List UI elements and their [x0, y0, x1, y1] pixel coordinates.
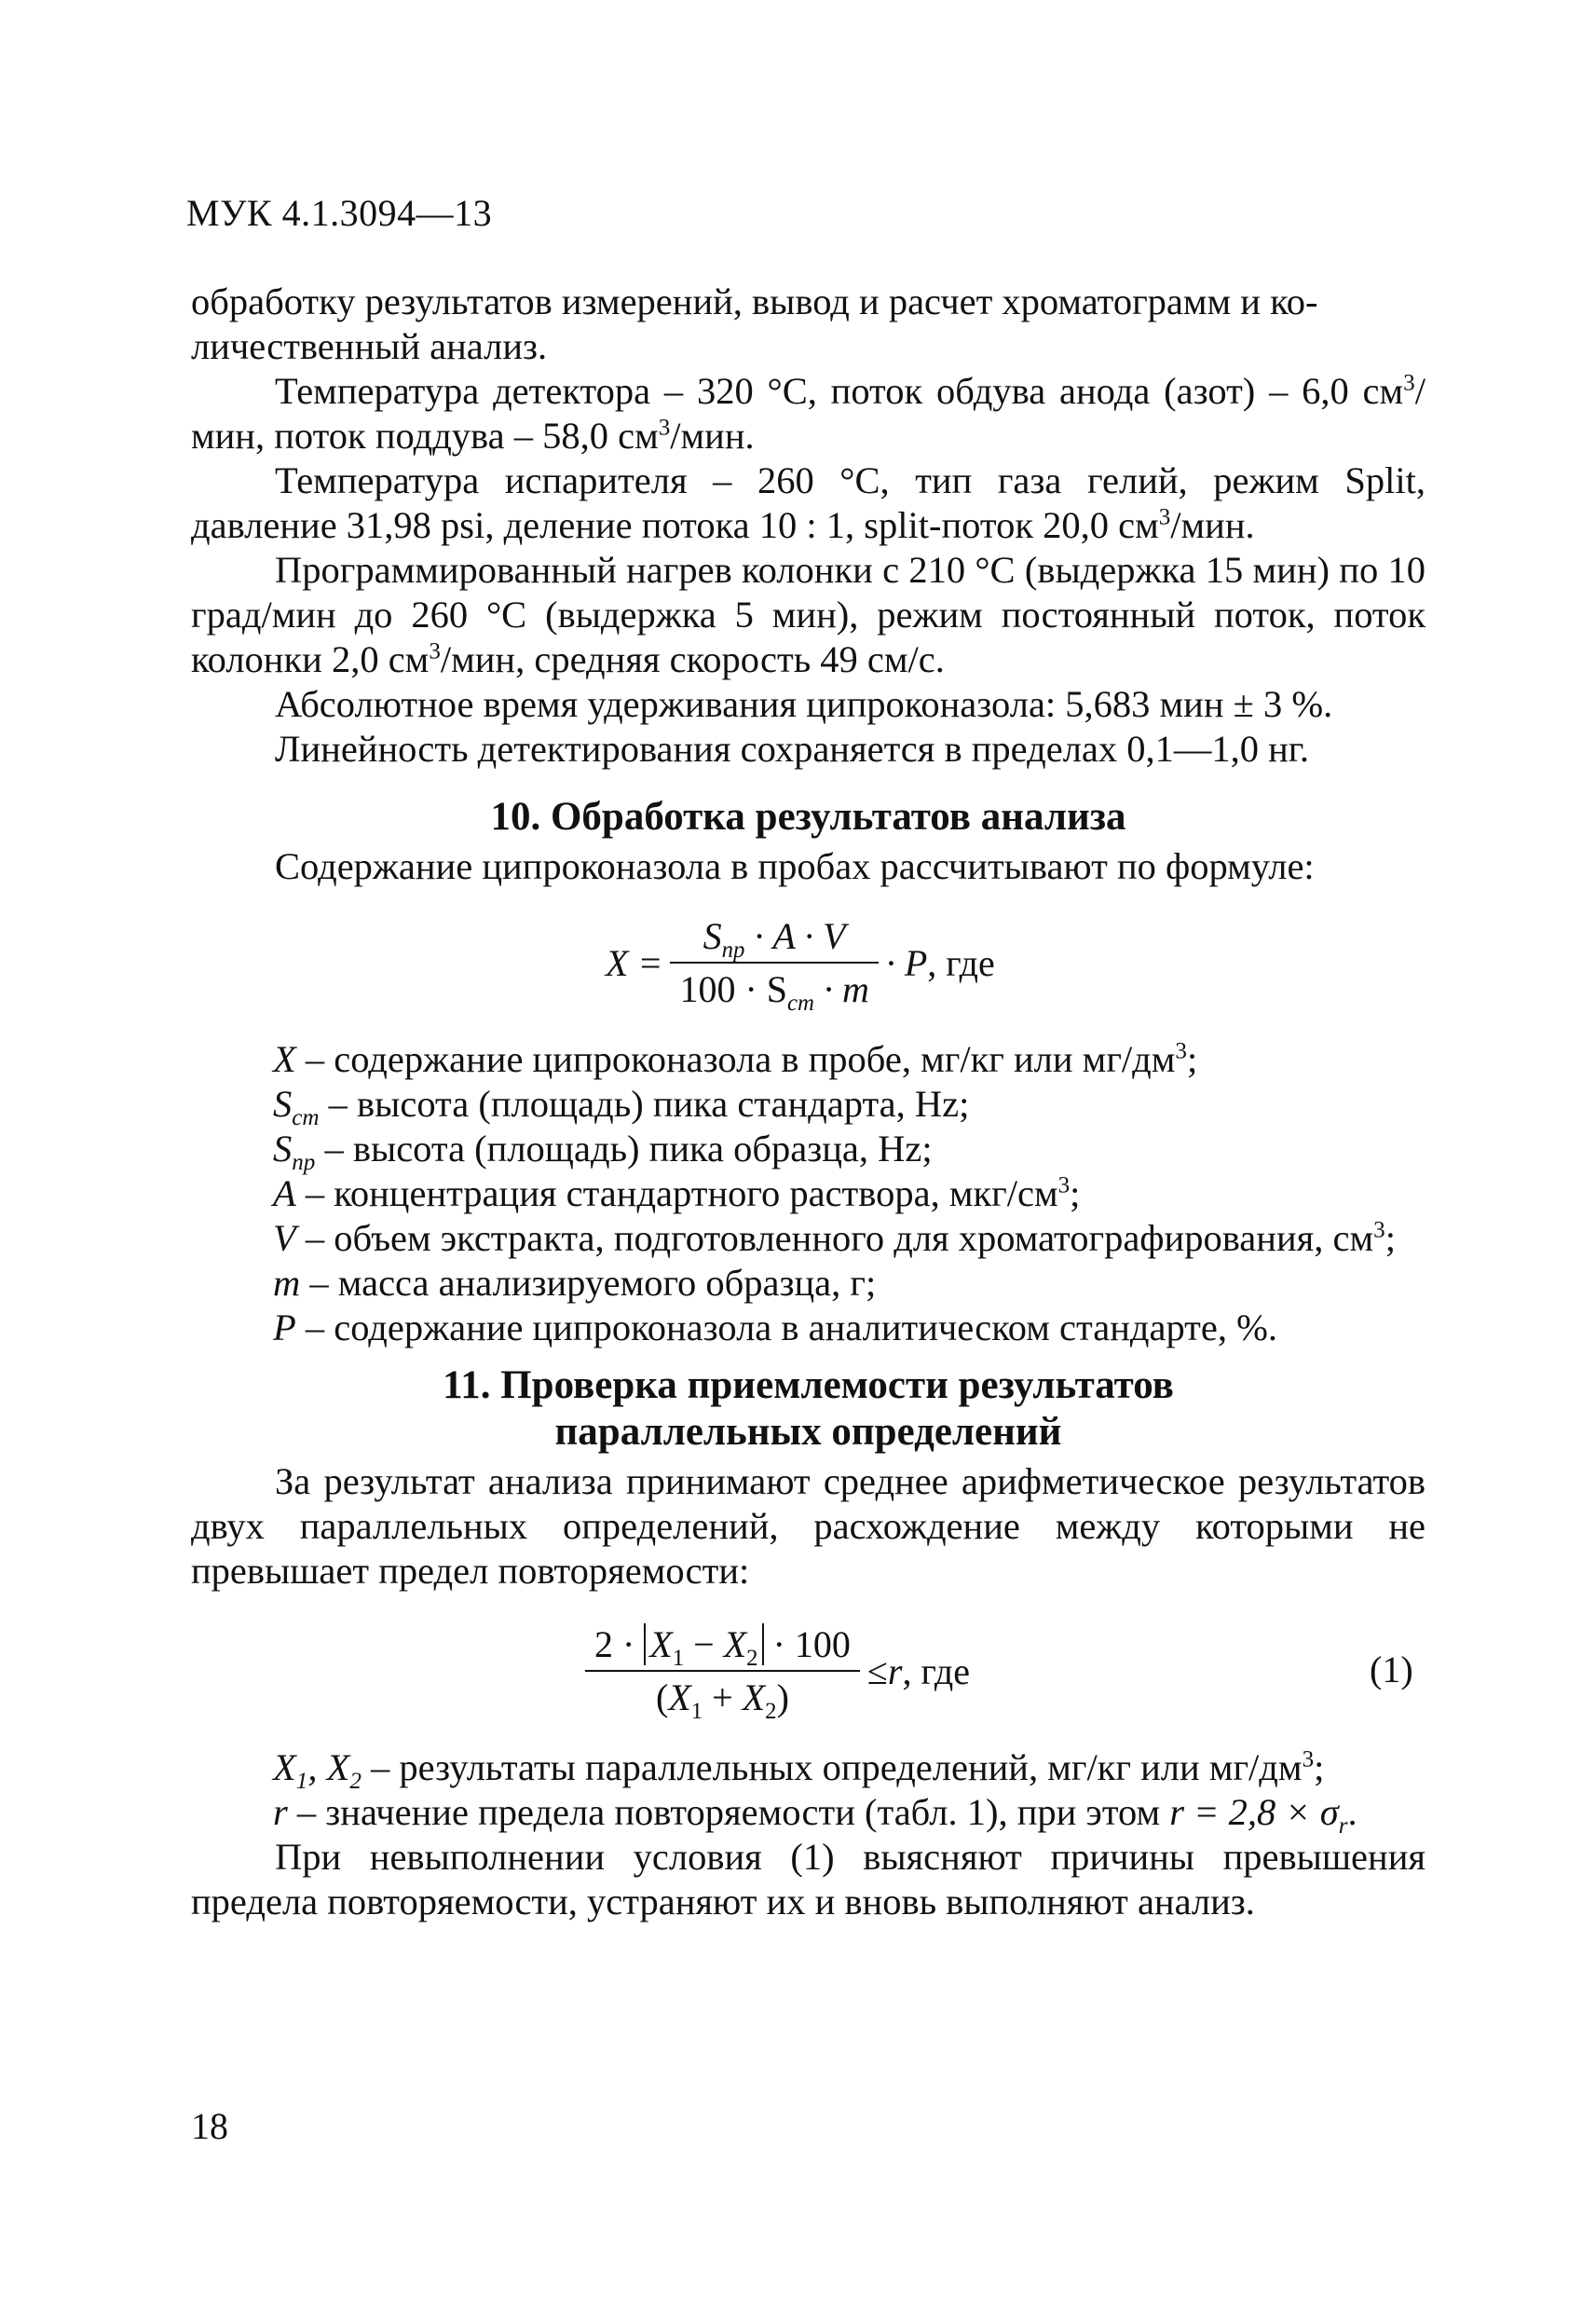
var-v: V – объем экстракта, подготовленного для хроматографирования, $см^3$; — [273, 1217, 1396, 1259]
formula-fraction: $\frac{S_{пр} \cdot A \cdot V}{100 \cdot S_{ст} \cdot m}$ — [670, 914, 878, 1011]
section-10 — [191, 794, 1425, 889]
section-11 — [191, 1362, 1425, 1594]
page-number: 18 — [191, 2105, 228, 2147]
section-11-title-line1: 11. Проверка приемлемости результатов — [443, 1363, 1174, 1407]
var-r: r – значение предела повторяемости (табл. 1), при этом $r = 2,8 \times \sigma_r$. — [273, 1791, 1357, 1840]
paragraph-retention: Абсолютное время удерживания ципроконазола: 5,683 мин ± 3 %. — [275, 683, 1333, 725]
paragraph-linearity: Линейность детектирования сохраняется в пределах 0,1—1,0 нг. — [275, 728, 1309, 770]
var-s-np: $S_{np}$ – высота (площадь) пика образца, Hz; — [273, 1128, 933, 1176]
var-a: A – концентрация стандартного раствора, мкг/$см^3$; — [273, 1172, 1081, 1214]
intro-block — [191, 280, 1425, 772]
var-m: m – масса анализируемого образца, г; — [273, 1262, 877, 1304]
formula-2-fraction: $\frac{2 \cdot X_1 - X_2 \cdot 100}{(X_1 + X_2)}$ — [585, 1622, 860, 1719]
paragraph-processing: обработку результатов измерений, вывод и расчет хроматограмм и ко- личественный анализ. — [191, 280, 1318, 367]
section-11-definitions — [191, 1745, 1425, 1924]
var-s-cm: $S_{cm}$ – высота (площадь) пика стандарта, Hz; — [273, 1083, 970, 1131]
closing-paragraph: При невыполнении условия (1) выясняют причины превышения предела повторяемости, устраняют их и вновь выполняют анализ. — [191, 1836, 1425, 1922]
section-11-title-line2: параллельных определений — [554, 1410, 1062, 1454]
section-11-intro: За результат анализа принимают среднее арифметическое результатов двух параллельных определений, расхождение между которыми не превышает предел повторяемости: — [191, 1460, 1425, 1592]
formula-lhs: X = — [606, 941, 663, 984]
var-x: X – содержание ципроконазола в пробе, мг/кг или $мг/дм^3$; — [273, 1038, 1198, 1080]
var-x1-x2: $X_1$, $X_2$ – результаты параллельных определений, мг/кг или $мг/дм^3$; — [273, 1746, 1325, 1795]
document-header: МУК 4.1.3094—13 — [186, 192, 493, 234]
variable-definitions — [191, 1037, 1425, 1350]
paragraph-evaporator: Температура испарителя – 260 °C, тип газа гелий, режим Split, давление 31,98 psi, деление потока 10 : 1, split-поток 20,0 $см^3$/мин. — [191, 459, 1425, 546]
var-p: P – содержание ципроконазола в аналитическом стандарте, %. — [273, 1306, 1277, 1348]
formula-repeatability: $\frac{2 \cdot X_1 - X_2 \cdot 100}{(X_1 + X_2)}$ ≤ r , где — [578, 1615, 970, 1727]
formula-content: X = $\frac{S_{пр} \cdot A \cdot V}{100 \cdot S_{ст} \cdot m}$ · P , где — [606, 915, 995, 1016]
paragraph-detector: Температура детектора – 320 °C, поток обдува анода (азот) – 6,0 $см^3$/мин, поток поддува – 58,0 $см^3$/мин. — [191, 370, 1425, 457]
section-10-intro: Содержание ципроконазола в пробах рассчитывают по формуле: — [275, 845, 1315, 887]
equation-number: (1) — [1370, 1648, 1413, 1690]
paragraph-column-heating: Программированный нагрев колонки с 210 °C (выдержка 15 мин) по 10 град/мин до 260 °C (выдержка 5 мин), режим постоянный поток, поток колонки 2,0 $см^3$/мин, средняя скорость 49 см/с. — [191, 549, 1425, 680]
section-10-title: 10. Обработка результатов анализа — [490, 795, 1126, 839]
